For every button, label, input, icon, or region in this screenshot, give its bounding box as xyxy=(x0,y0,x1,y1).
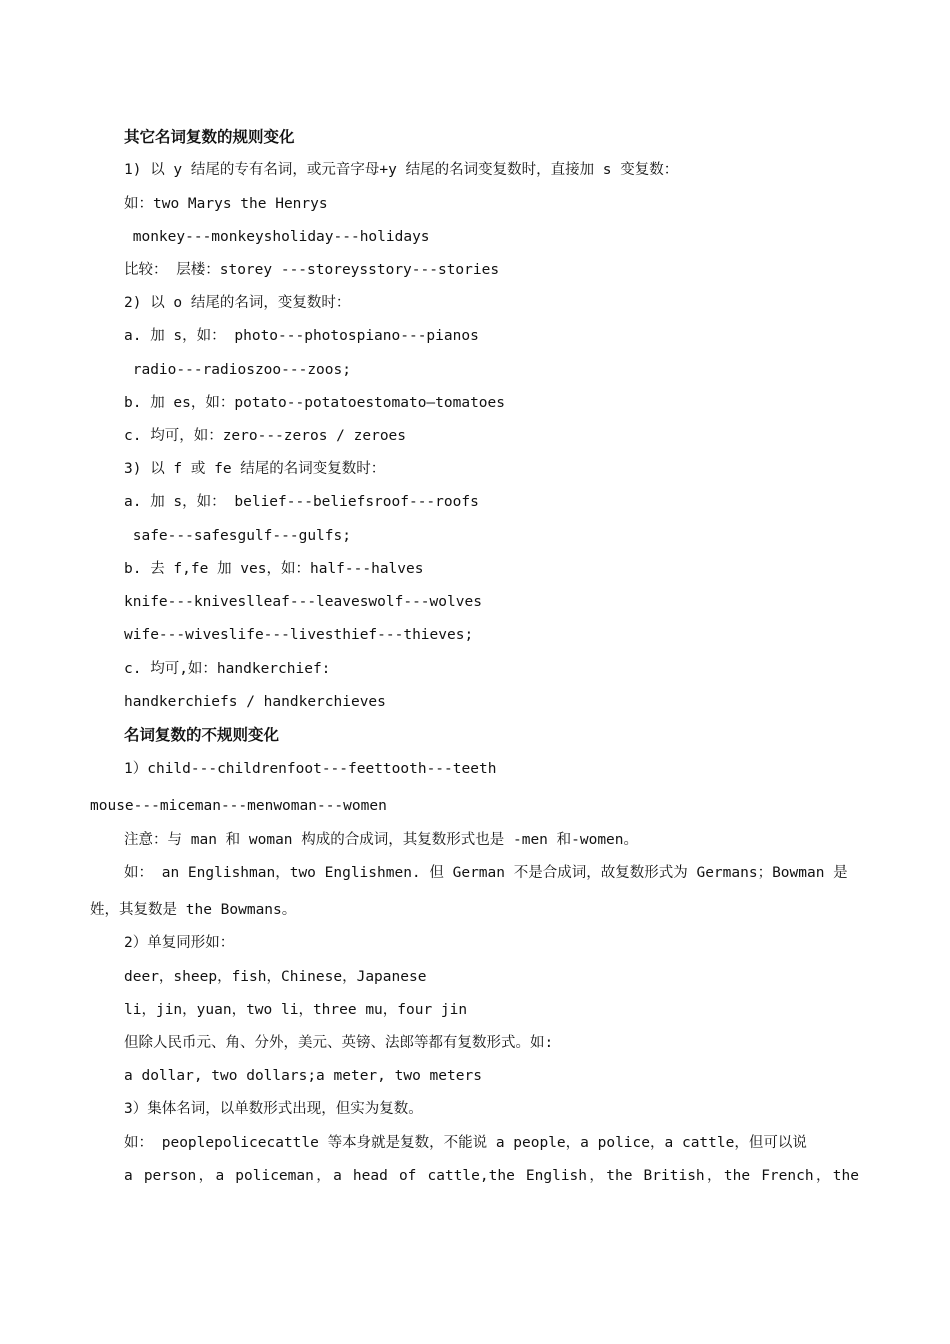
text-line: mouse---miceman---menwoman---women xyxy=(90,798,387,814)
text-line: c. 均可,如：handkerchief: xyxy=(124,661,331,677)
section-heading-irregular-plurals: 名词复数的不规则变化 xyxy=(124,726,280,744)
text-line: radio---radioszoo---zoos; xyxy=(124,362,351,378)
text-line: li，jin，yuan，two li，three mu，four jin xyxy=(124,1002,468,1018)
text-line: 2）单复同形如： xyxy=(124,935,235,951)
text-line: c. 均可，如：zero---zeros / zeroes xyxy=(124,428,407,444)
text-line: 姓，其复数是 the Bowmans。 xyxy=(90,902,297,918)
text-line: 如： an Englishman，two Englishmen. 但 German 不是合成词，故复数形式为 Germans；Bowman 是 xyxy=(124,865,848,881)
text-line: handkerchiefs / handkerchieves xyxy=(124,694,386,710)
text-line: a person，a policeman，a head of cattle,the English，the British，the French，the xyxy=(124,1168,859,1184)
text-line: 1）child---childrenfoot---feettooth---teeth xyxy=(124,761,497,777)
text-line: knife---kniveslleaf---leaveswolf---wolves xyxy=(124,594,482,610)
text-line: monkey---monkeysholiday---holidays xyxy=(124,229,430,245)
text-line: 但除人民币元、角、分外，美元、英镑、法郎等都有复数形式。如: xyxy=(124,1035,554,1051)
text-line: 3）集体名词，以单数形式出现，但实为复数。 xyxy=(124,1101,423,1117)
text-line: a. 加 s，如： photo---photospiano---pianos xyxy=(124,328,479,344)
text-line: a. 加 s，如： belief---beliefsroof---roofs xyxy=(124,494,479,510)
text-line: safe---safesgulf---gulfs; xyxy=(124,528,351,544)
text-line: 如： peoplepolicecattle 等本身就是复数，不能说 a people，a police，a cattle，但可以说 xyxy=(124,1135,807,1151)
section-heading-regular-plurals: 其它名词复数的规则变化 xyxy=(124,128,295,146)
text-line: 注意：与 man 和 woman 构成的合成词，其复数形式也是 -men 和-women。 xyxy=(124,832,639,848)
text-line: wife---wiveslife---livesthief---thieves; xyxy=(124,627,474,643)
text-line: 3) 以 f 或 fe 结尾的名词变复数时： xyxy=(124,461,386,477)
text-line: a dollar, two dollars;a meter, two meters xyxy=(124,1068,482,1084)
text-line: 2) 以 o 结尾的名词，变复数时： xyxy=(124,295,351,311)
text-line: 1) 以 y 结尾的专有名词，或元音字母+y 结尾的名词变复数时，直接加 s 变复数： xyxy=(124,162,679,178)
text-line: deer，sheep，fish，Chinese，Japanese xyxy=(124,969,427,985)
text-line: b. 加 es，如：potato--potatoestomato—tomatoes xyxy=(124,395,505,411)
text-line: 比较： 层楼：storey ---storeysstory---stories xyxy=(124,262,500,278)
text-line: 如：two Marys the Henrys xyxy=(124,196,328,212)
text-line: b. 去 f,fe 加 ves，如：half---halves xyxy=(124,561,424,577)
